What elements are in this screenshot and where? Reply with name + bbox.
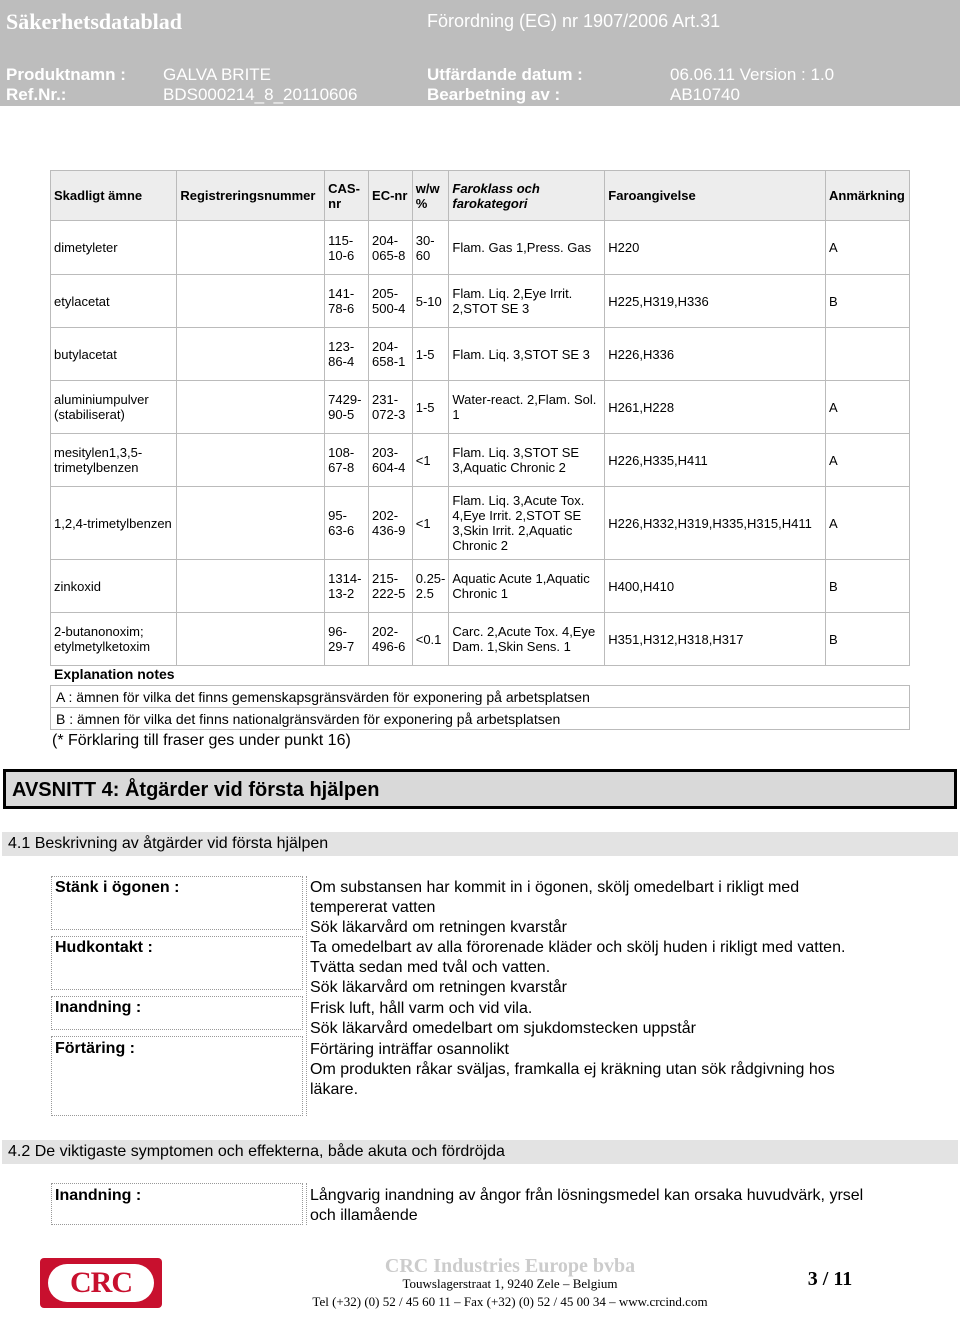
ingestion-line-2: Om produkten råkar sväljas, framkalla ej kräkning utan sök rådgivning hos bbox=[310, 1061, 835, 1078]
table-row bbox=[51, 487, 910, 560]
th-remark: Anmärkning bbox=[825, 171, 909, 221]
cell-cas: 1314-13-2 bbox=[325, 560, 369, 613]
cell-remark: A bbox=[825, 434, 909, 487]
table-row bbox=[51, 560, 910, 613]
cell-ec: 204-658-1 bbox=[369, 328, 413, 381]
crc-logo-badge bbox=[48, 1264, 154, 1302]
symptoms-line-2: och illamående bbox=[310, 1207, 418, 1224]
eyes-line-3: Sök läkarvård om retningen kvarstår bbox=[310, 919, 567, 936]
cell-ww: 0.25-2.5 bbox=[412, 560, 449, 613]
cell-substance: butylacetat bbox=[51, 328, 177, 381]
cell-hazard-class: Aquatic Acute 1,Aquatic Chronic 1 bbox=[449, 560, 605, 613]
ref-value: BDS000214_8_20110606 bbox=[163, 85, 358, 104]
cell-ec: 205-500-4 bbox=[369, 275, 413, 328]
cell-cas: 7429-90-5 bbox=[325, 381, 369, 434]
cell-hazard-statement: H400,H410 bbox=[605, 560, 826, 613]
explanation-title: Explanation notes bbox=[54, 666, 175, 682]
cell-cas: 123-86-4 bbox=[325, 328, 369, 381]
cell-hazard-statement: H226,H336 bbox=[605, 328, 826, 381]
table-row bbox=[51, 434, 910, 487]
page-number: 3 / 11 bbox=[807, 1268, 853, 1290]
label-inhalation-symptoms: Inandning : bbox=[55, 1187, 142, 1204]
th-registration: Registreringsnummer bbox=[177, 171, 325, 221]
th-ww: w/w % bbox=[412, 171, 449, 221]
crc-logo-text: CRC bbox=[70, 1266, 132, 1299]
th-cas: CAS-nr bbox=[325, 171, 369, 221]
th-substance: Skadligt ämne bbox=[51, 171, 177, 221]
table-row bbox=[51, 613, 910, 666]
edit-value: AB10740 bbox=[670, 85, 740, 104]
eyes-line-1: Om substansen har kommit in i ögonen, skölj omedelbart i rikligt med bbox=[310, 879, 800, 896]
cell-cas: 108-67-8 bbox=[325, 434, 369, 487]
cell-substance: dimetyleter bbox=[51, 221, 177, 275]
cell-remark: B bbox=[825, 613, 909, 666]
table-row bbox=[51, 381, 910, 434]
cell-ww: 1-5 bbox=[412, 328, 449, 381]
cell-remark: A bbox=[825, 221, 909, 275]
cell-hazard-statement: H226,H332,H319,H335,H315,H411 bbox=[605, 487, 826, 560]
cell-remark: B bbox=[825, 275, 909, 328]
table-row bbox=[51, 221, 910, 275]
cell-hazard-statement: H225,H319,H336 bbox=[605, 275, 826, 328]
skin-line-3: Sök läkarvård om retningen kvarstår bbox=[310, 979, 567, 996]
table-header-row bbox=[51, 171, 910, 221]
eyes-line-2: tempererat vatten bbox=[310, 899, 436, 916]
cell-registration bbox=[177, 613, 325, 666]
cell-substance: 1,2,4-trimetylbenzen bbox=[51, 487, 177, 560]
cell-registration bbox=[177, 275, 325, 328]
section-4-title: AVSNITT 4: Åtgärder vid första hjälpen bbox=[3, 769, 957, 809]
column-divider bbox=[306, 1183, 307, 1225]
cell-remark: B bbox=[825, 560, 909, 613]
cell-hazard-statement: H351,H312,H318,H317 bbox=[605, 613, 826, 666]
table-row bbox=[51, 328, 910, 381]
footer-company: CRC Industries Europe bvba bbox=[384, 1255, 636, 1277]
cell-ww: 1-5 bbox=[412, 381, 449, 434]
cell-hazard-statement: H220 bbox=[605, 221, 826, 275]
inhalation-line-2: Sök läkarvård omedelbart om sjukdomstecken uppstår bbox=[310, 1020, 696, 1037]
cell-hazard-class: Flam. Liq. 3,Acute Tox. 4,Eye Irrit. 2,STOT SE 3,Skin Irrit. 2,Aquatic Chronic 2 bbox=[449, 487, 605, 560]
cell-hazard-class: Carc. 2,Acute Tox. 4,Eye Dam. 1,Skin Sens. 1 bbox=[449, 613, 605, 666]
cell-ec: 231-072-3 bbox=[369, 381, 413, 434]
cell-substance: 2-butanonoxim; etylmetylketoxim bbox=[51, 613, 177, 666]
subsection-4-2-title: 4.2 De viktigaste symptomen och effekterna, både akuta och fördröjda bbox=[2, 1140, 958, 1164]
cell-ww: <1 bbox=[412, 487, 449, 560]
cell-cas: 141-78-6 bbox=[325, 275, 369, 328]
cell-ec: 202-496-6 bbox=[369, 613, 413, 666]
ingestion-line-1: Förtäring inträffar osannolikt bbox=[310, 1041, 509, 1058]
cell-remark: A bbox=[825, 381, 909, 434]
cell-hazard-class: Flam. Liq. 2,Eye Irrit. 2,STOT SE 3 bbox=[449, 275, 605, 328]
label-ingestion: Förtäring : bbox=[55, 1040, 135, 1057]
cell-ww: <1 bbox=[412, 434, 449, 487]
cell-substance: zinkoxid bbox=[51, 560, 177, 613]
issue-date-value: 06.06.11 Version : 1.0 bbox=[670, 65, 835, 84]
skin-line-2: Tvätta sedan med tvål och vatten. bbox=[310, 959, 551, 976]
cell-remark: A bbox=[825, 487, 909, 560]
product-value: GALVA BRITE bbox=[163, 65, 272, 84]
document-title: Säkerhetsdatablad bbox=[6, 9, 183, 34]
cell-substance: aluminiumpulver (stabiliserat) bbox=[51, 381, 177, 434]
cell-registration bbox=[177, 381, 325, 434]
footer-contact: Tel (+32) (0) 52 / 45 60 11 – Fax (+32) (0) 52 / 45 00 34 – www.crcind.com bbox=[312, 1294, 708, 1309]
product-label: Produktnamn : bbox=[6, 65, 126, 84]
cell-cas: 96-29-7 bbox=[325, 613, 369, 666]
cell-ww: <0.1 bbox=[412, 613, 449, 666]
cell-ec: 203-604-4 bbox=[369, 434, 413, 487]
cell-registration bbox=[177, 487, 325, 560]
inhalation-line-1: Frisk luft, håll varm och vid vila. bbox=[310, 1000, 533, 1017]
crc-logo bbox=[40, 1258, 162, 1308]
cell-substance: etylacetat bbox=[51, 275, 177, 328]
cell-remark bbox=[825, 328, 909, 381]
cell-registration bbox=[177, 560, 325, 613]
ingestion-line-3: läkare. bbox=[310, 1081, 359, 1098]
label-eyes: Stänk i ögonen : bbox=[55, 879, 180, 896]
cell-ww: 30-60 bbox=[412, 221, 449, 275]
cell-ec: 204-065-8 bbox=[369, 221, 413, 275]
issue-date-label: Utfärdande datum : bbox=[427, 65, 583, 84]
th-hazard-statement: Faroangivelse bbox=[605, 171, 826, 221]
cell-ec: 215-222-5 bbox=[369, 560, 413, 613]
regulation-text: Förordning (EG) nr 1907/2006 Art.31 bbox=[427, 11, 721, 31]
th-ec: EC-nr bbox=[369, 171, 413, 221]
subsection-4-1-title: 4.1 Beskrivning av åtgärder vid första hjälpen bbox=[2, 832, 958, 856]
cell-registration bbox=[177, 328, 325, 381]
explanation-note-b: B : ämnen för vilka det finns nationalgränsvärden för exponering på arbetsplatsen bbox=[50, 707, 910, 730]
table-row bbox=[51, 275, 910, 328]
column-divider bbox=[306, 876, 307, 1116]
cell-cas: 115-10-6 bbox=[325, 221, 369, 275]
cell-substance: mesitylen1,3,5-trimetylbenzen bbox=[51, 434, 177, 487]
explanation-footnote: (* Förklaring till fraser ges under punkt 16) bbox=[52, 732, 351, 749]
ref-label: Ref.Nr.: bbox=[6, 85, 67, 104]
cell-ec: 202-436-9 bbox=[369, 487, 413, 560]
symptoms-line-1: Långvarig inandning av ångor från lösningsmedel kan orsaka huvudvärk, yrsel bbox=[310, 1187, 864, 1204]
cell-cas: 95-63-6 bbox=[325, 487, 369, 560]
label-inhalation: Inandning : bbox=[55, 999, 142, 1016]
cell-registration bbox=[177, 434, 325, 487]
cell-hazard-statement: H261,H228 bbox=[605, 381, 826, 434]
th-hazard-class: Faroklass och farokategori bbox=[449, 171, 605, 221]
cell-hazard-class: Flam. Liq. 3,STOT SE 3,Aquatic Chronic 2 bbox=[449, 434, 605, 487]
cell-registration bbox=[177, 221, 325, 275]
cell-hazard-class: Water-react. 2,Flam. Sol. 1 bbox=[449, 381, 605, 434]
cell-hazard-class: Flam. Liq. 3,STOT SE 3 bbox=[449, 328, 605, 381]
components-table bbox=[50, 170, 910, 666]
cell-hazard-statement: H226,H335,H411 bbox=[605, 434, 826, 487]
footer-address: Touwslagerstraat 1, 9240 Zele – Belgium bbox=[402, 1276, 618, 1291]
label-skin: Hudkontakt : bbox=[55, 939, 153, 956]
cell-hazard-class: Flam. Gas 1,Press. Gas bbox=[449, 221, 605, 275]
cell-ww: 5-10 bbox=[412, 275, 449, 328]
edit-label: Bearbetning av : bbox=[427, 85, 561, 104]
explanation-note-a: A : ämnen för vilka det finns gemenskapsgränsvärden för exponering på arbetsplatsen bbox=[50, 685, 910, 708]
skin-line-1: Ta omedelbart av alla förorenade kläder och skölj huden i rikligt med vatten. bbox=[310, 939, 846, 956]
